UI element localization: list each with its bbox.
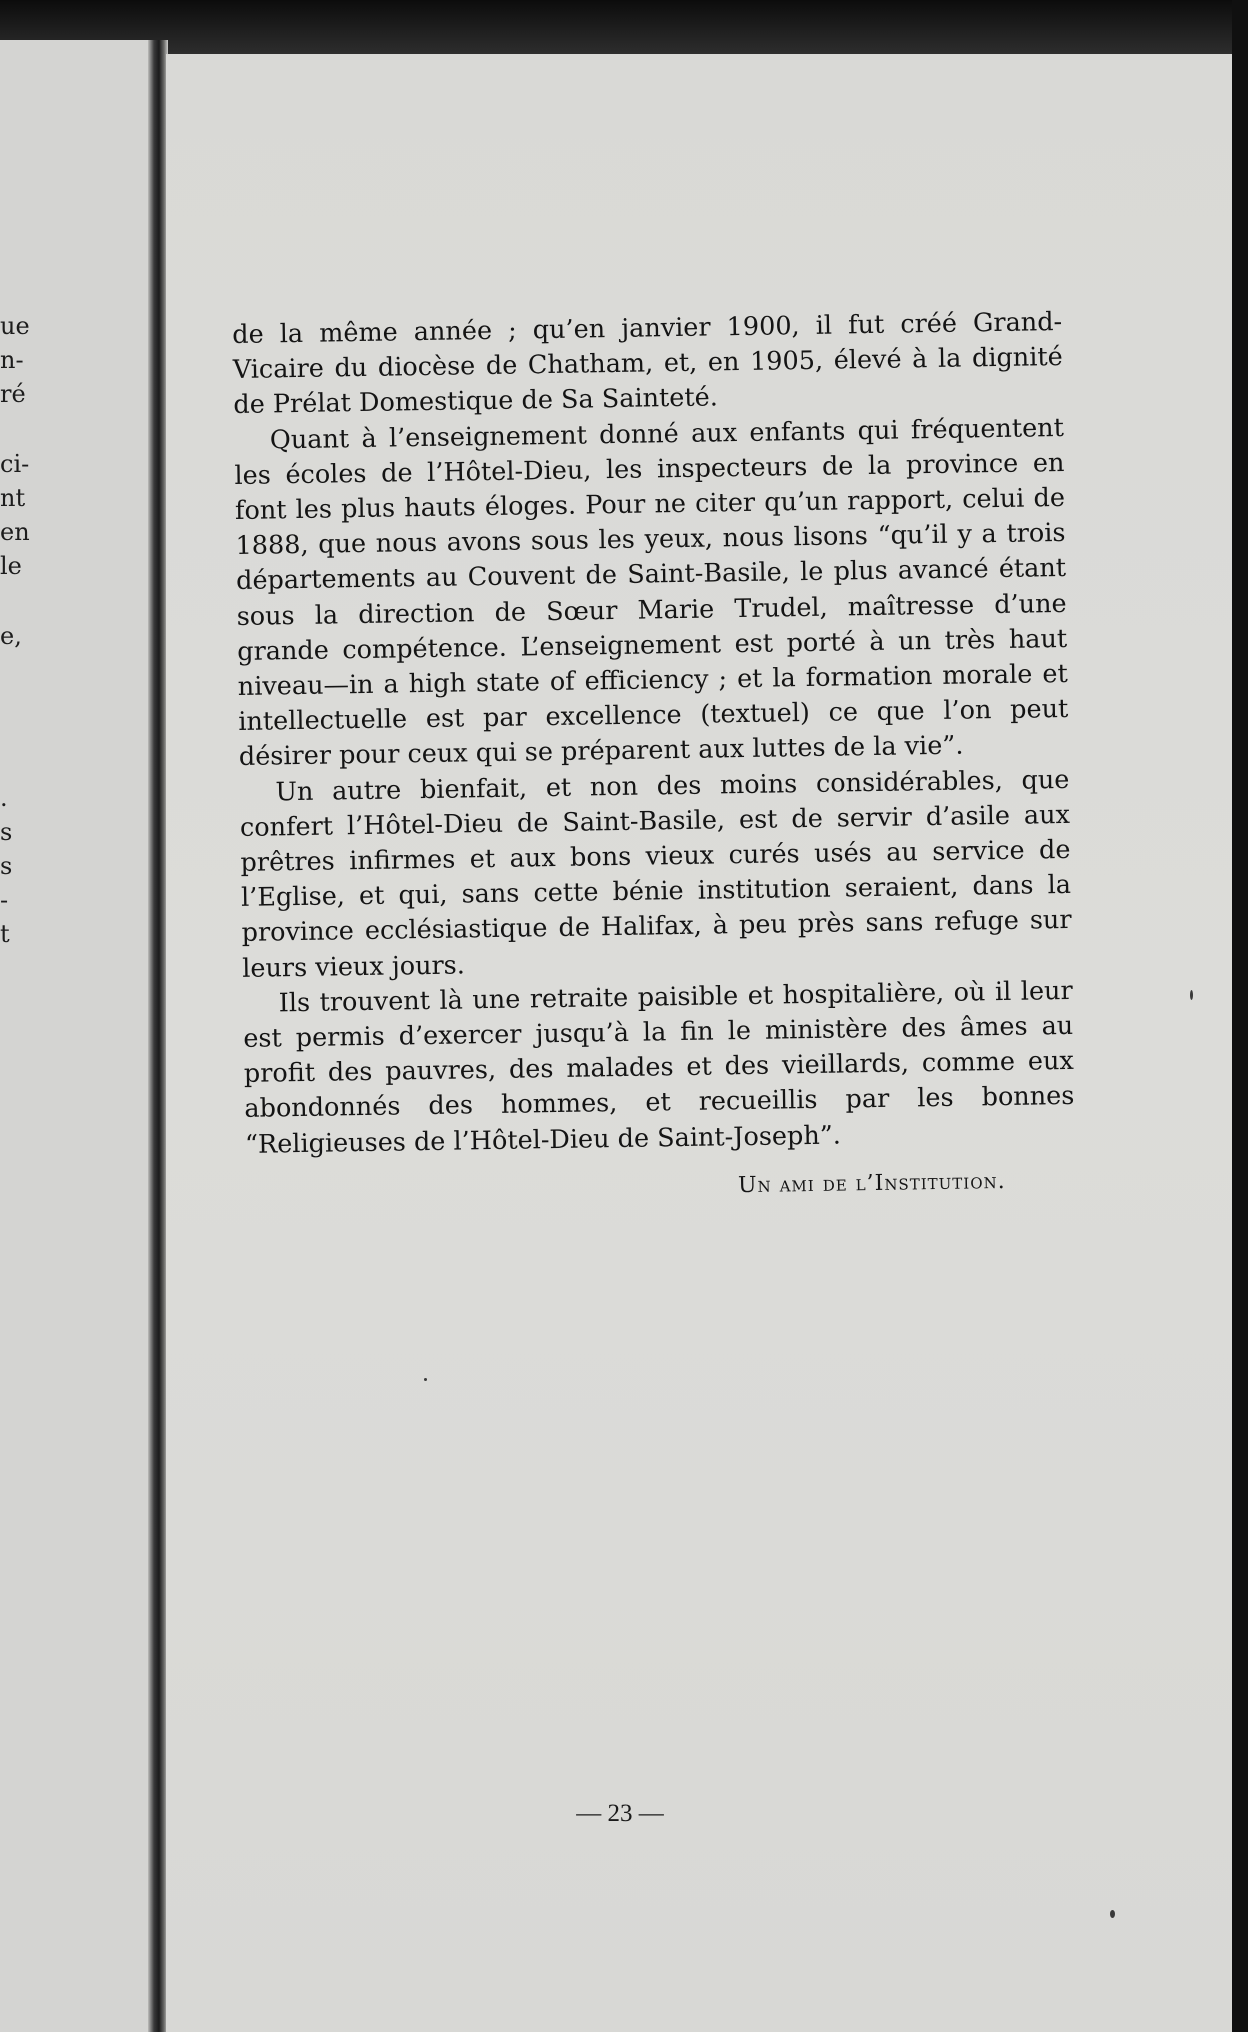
previous-page-fragment: - — [0, 886, 9, 914]
paragraph: Quant à l’enseignement donné aux enfants qui fréquentent les écoles de l’Hôtel-Dieu, les inspecteurs de la province en font les plus hauts éloges. Pour ne citer qu’un rapport, celui de 1888, que nous avons sous les yeux, nous lisons “qu’il y a trois départements au Couvent de Saint-Basile, le plus avancé étant sous la direction de Sœur Marie Trudel, maîtresse d’une grande compétence. L’enseignement est porté à un très haut niveau—in a high state of efficiency ; et la formation morale et intellectuelle est par excellence (textuel) ce que l’on peut désirer pour ceux qui se préparent aux luttes de la vie”. — [234, 412, 1069, 773]
scan-right-border — [1232, 0, 1248, 2032]
previous-page-fragment: ue — [0, 312, 30, 340]
previous-page-fragment: s — [0, 818, 13, 846]
previous-page-fragment: s — [0, 852, 13, 880]
previous-page-fragment: ré — [0, 380, 26, 408]
previous-page-fragment: nt — [0, 484, 26, 512]
paper-speck — [1190, 990, 1193, 1000]
paragraph: de la même année ; qu’en janvier 1900, il fut créé Grand-Vicaire du diocèse de Chatham, et, en 1905, élevé à la dignité de Prélat Domestique de Sa Sainteté. — [232, 306, 1063, 421]
paper-speck — [424, 1378, 427, 1381]
signature: Un ami de l’Institution. — [737, 1168, 1006, 1199]
previous-page-fragment: . — [0, 784, 8, 812]
paper-speck — [1110, 1910, 1115, 1918]
previous-page-fragment: e, — [0, 622, 22, 650]
book-gutter — [148, 40, 168, 2032]
paragraph: Un autre bienfait, et non des moins considérables, que confert l’Hôtel-Dieu de Saint-Basile, est de servir d’asile aux prêtres infirmes et aux bons vieux curés usés au service de l’Eglise, et qui, sans cette bénie institution seraient, dans la province ecclésiastique de Halifax, à peu près sans refuge sur leurs vieux jours. — [239, 764, 1072, 984]
previous-page-fragment: en — [0, 518, 30, 546]
previous-page-fragment: n- — [0, 346, 24, 374]
paragraph: Ils trouvent là une retraite paisible et hospitalière, où il leur est permis d’exercer jusqu’à la fin le ministère des âmes au profit des pauvres, des malades et des vieillards, comme eux abondonnés des hommes, et recueillis par les bonnes “Religieuses de l’Hôtel-Dieu de Saint-Joseph”. — [243, 975, 1075, 1160]
previous-page-fragment: ci- — [0, 450, 30, 478]
previous-page-fragment: t — [0, 920, 10, 948]
page-number: — 23 — — [576, 1800, 664, 1827]
previous-page-edge — [0, 40, 158, 2032]
previous-page-fragment: le — [0, 552, 22, 580]
page-body — [232, 305, 1076, 1206]
